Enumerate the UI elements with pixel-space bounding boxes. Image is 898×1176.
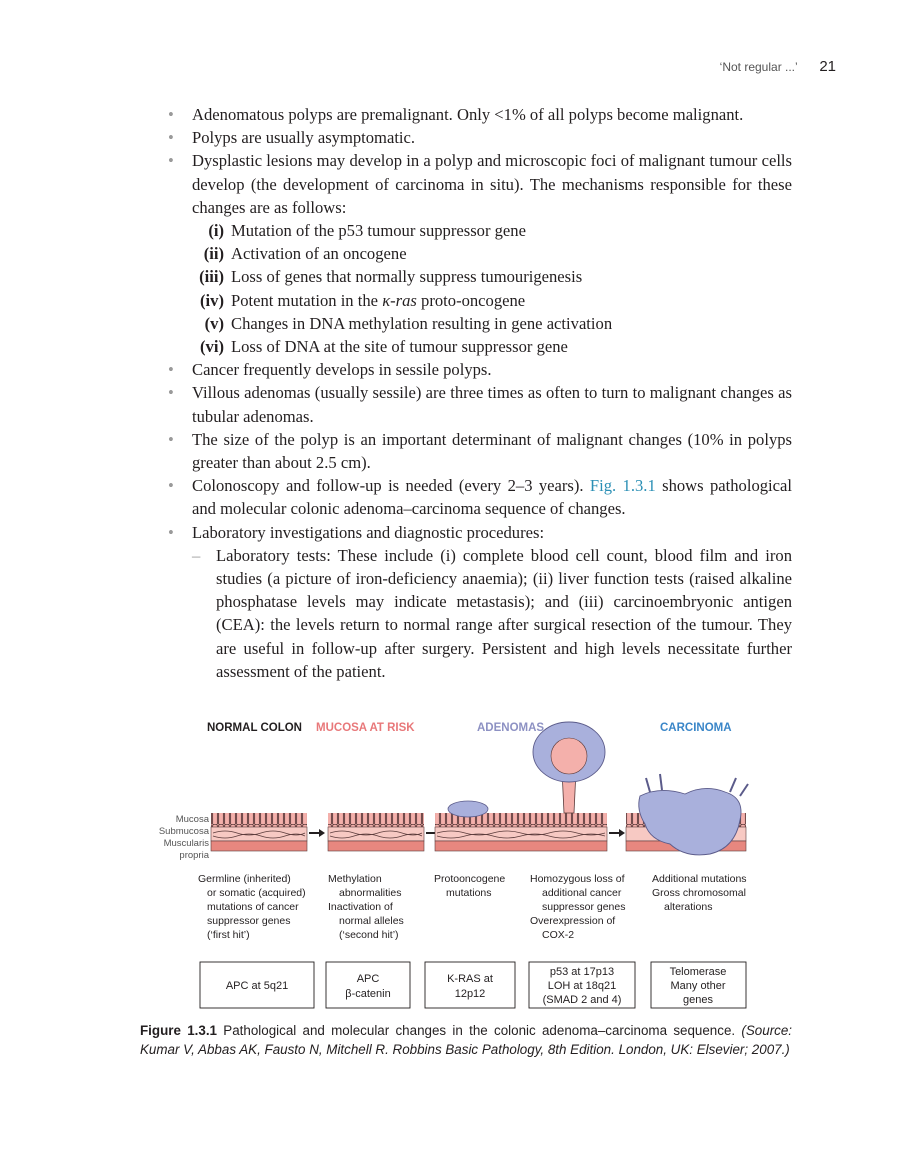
tissue-adenomas	[435, 722, 607, 851]
bullet-text-tail: shows pathological and molecular colonic adenoma–carcinoma sequence of changes.	[192, 476, 792, 519]
mechanism-text: Activation of an oncogene	[231, 244, 407, 264]
event-line: Homozygous loss of	[530, 873, 625, 885]
mechanism-text: Changes in DNA methylation resulting in gene activation	[231, 313, 613, 333]
mechanism-item	[168, 335, 792, 358]
event-line: Overexpression of	[530, 915, 616, 927]
event-homozygous-loss	[530, 873, 628, 941]
bullet-item	[168, 474, 792, 520]
mechanism-number: (vi)	[200, 337, 224, 357]
stage-title-normal: NORMAL COLON	[207, 722, 302, 734]
body-text	[168, 103, 792, 683]
gene-box-line: 12p12	[454, 988, 486, 1000]
event-line: abnormalities	[339, 887, 402, 899]
tissue-mucosa-at-risk	[328, 813, 424, 851]
mechanism-item	[168, 312, 792, 335]
layer-label-submucosa: Submucosa	[158, 826, 209, 837]
caption-source: (Source: Kumar V, Abbas AK, Fausto N, Mitchell R. Robbins Basic Pathology, 8th Edition. London, UK: Elsevier; 2007.)	[140, 1023, 793, 1057]
figure-label: Figure 1.3.1	[140, 1023, 217, 1038]
dash-item: – Laboratory tests: These include (i) complete blood cell count, blood film and iron studies (a picture of iron-deficiency anaemia); (ii) liver function tests (raised alkaline phosphatase levels may indicate metastasis); and (iii) carcinoembryonic antigen (CEA): the levels return to normal range after surgical resection of the tumour. They are useful in follow-up after surgery. Persistent and high levels necessitate further assessment of the patient.	[168, 544, 792, 683]
bullet-text: Colonoscopy and follow-up is needed (every 2–3 years).	[192, 476, 590, 496]
bullet-item: • Dysplastic lesions may develop in a polyp and microscopic foci of malignant tumour cells develop (the development of carcinoma in situ). The mechanisms responsible for these changes are as follows:	[168, 149, 792, 219]
adenoma-carcinoma-figure	[140, 712, 800, 1012]
gene-box-p53	[529, 962, 635, 1008]
mechanism-number: (ii)	[203, 244, 224, 264]
layer-label-mucosa: Mucosa	[175, 814, 209, 825]
event-line: alterations	[664, 901, 713, 913]
event-additional-mutations	[652, 873, 749, 913]
event-line: (‘first hit’)	[207, 929, 250, 941]
gene-box-line: LOH at 18q21	[547, 980, 617, 992]
running-title: ‘Not regular ...’	[719, 60, 798, 74]
mechanism-number: (iii)	[199, 267, 224, 287]
gene-box-line: APC	[356, 973, 380, 985]
stage-title-adenomas: ADENOMAS	[477, 722, 545, 734]
stage-title-carcinoma: CARCINOMA	[660, 722, 732, 734]
gene-box-telomerase	[651, 962, 746, 1008]
event-line: or somatic (acquired)	[207, 887, 306, 899]
arrow-3	[609, 829, 625, 837]
bullet-item: • Adenomatous polyps are premalignant. Only <1% of all polyps become malignant.	[168, 103, 792, 126]
mechanism-text: Loss of genes that normally suppress tumourigenesis	[231, 267, 583, 287]
event-line: Inactivation of	[328, 901, 393, 913]
gene-box-line: Many other	[670, 980, 726, 992]
event-line: Gross chromosomal	[652, 887, 746, 899]
bullet-item: • The size of the polyp is an important determinant of malignant changes (10% in polyps greater than about 2.5 cm).	[168, 428, 792, 474]
layer-label-muscularis: Muscularis	[163, 838, 209, 849]
event-line: additional cancer	[542, 887, 622, 899]
gene-box-line: p53 at 17p13	[549, 966, 615, 978]
gene-name-italic: κ-ras	[382, 290, 417, 310]
gene-box-apc-beta-catenin	[326, 962, 410, 1008]
event-line: normal alleles	[339, 915, 404, 927]
mechanism-number: (iv)	[200, 290, 224, 310]
mechanism-text-tail: proto-oncogene	[416, 290, 526, 310]
mechanism-text: Potent mutation in the	[231, 290, 383, 310]
figure-caption	[140, 1022, 792, 1059]
mechanism-number: (i)	[208, 221, 224, 241]
running-header	[720, 58, 836, 75]
gene-box-line: K-RAS at	[447, 973, 493, 985]
gene-box-line: (SMAD 2 and 4)	[542, 994, 622, 1006]
event-line: Methylation	[328, 873, 382, 885]
mechanism-item	[168, 242, 792, 265]
event-germline	[198, 873, 309, 941]
bullet-item: • Polyps are usually asymptomatic.	[168, 126, 792, 149]
gene-box-apc	[200, 962, 314, 1008]
event-line: suppressor genes	[207, 915, 291, 927]
gene-box-kras	[425, 962, 515, 1008]
event-line: Protooncogene	[434, 873, 506, 885]
figure-link[interactable]: Fig. 1.3.1	[589, 476, 656, 496]
stage-title-mucosa-at-risk: MUCOSA AT RISK	[316, 722, 415, 734]
mechanism-item	[168, 289, 792, 312]
event-protooncogene	[434, 873, 508, 899]
gene-box-line: genes	[683, 994, 713, 1006]
event-line: (‘second hit’)	[339, 929, 399, 941]
bullet-item: • Villous adenomas (usually sessile) are three times as often to turn to malignant changes as tubular adenomas.	[168, 381, 792, 427]
gene-box-line: APC at 5q21	[225, 980, 289, 992]
event-methylation	[328, 873, 407, 941]
layer-label-propria: propria	[179, 850, 209, 861]
bullet-item: • Laboratory investigations and diagnostic procedures:	[168, 521, 792, 544]
page-number: 21	[819, 58, 836, 75]
caption-text: Pathological and molecular changes in the colonic adenoma–carcinoma sequence.	[217, 1023, 742, 1038]
mechanism-text: Mutation of the p53 tumour suppressor gene	[231, 221, 526, 241]
mechanism-text: Loss of DNA at the site of tumour suppressor gene	[231, 337, 568, 357]
mechanism-number: (v)	[204, 313, 224, 333]
gene-box-line: β-catenin	[345, 988, 391, 1000]
event-line: suppressor genes	[542, 901, 626, 913]
event-line: mutations	[446, 887, 492, 899]
event-line: COX-2	[542, 929, 575, 941]
bullet-item: • Cancer frequently develops in sessile polyps.	[168, 358, 792, 381]
gene-box-line: Telomerase	[669, 966, 727, 978]
tissue-normal	[211, 813, 307, 851]
mechanism-item	[168, 265, 792, 288]
arrow-1	[309, 829, 325, 837]
event-line: Germline (inherited)	[198, 873, 291, 885]
mechanism-item	[168, 219, 792, 242]
event-line: mutations of cancer	[207, 901, 299, 913]
tissue-carcinoma	[626, 774, 748, 855]
event-line: Additional mutations	[652, 873, 747, 885]
